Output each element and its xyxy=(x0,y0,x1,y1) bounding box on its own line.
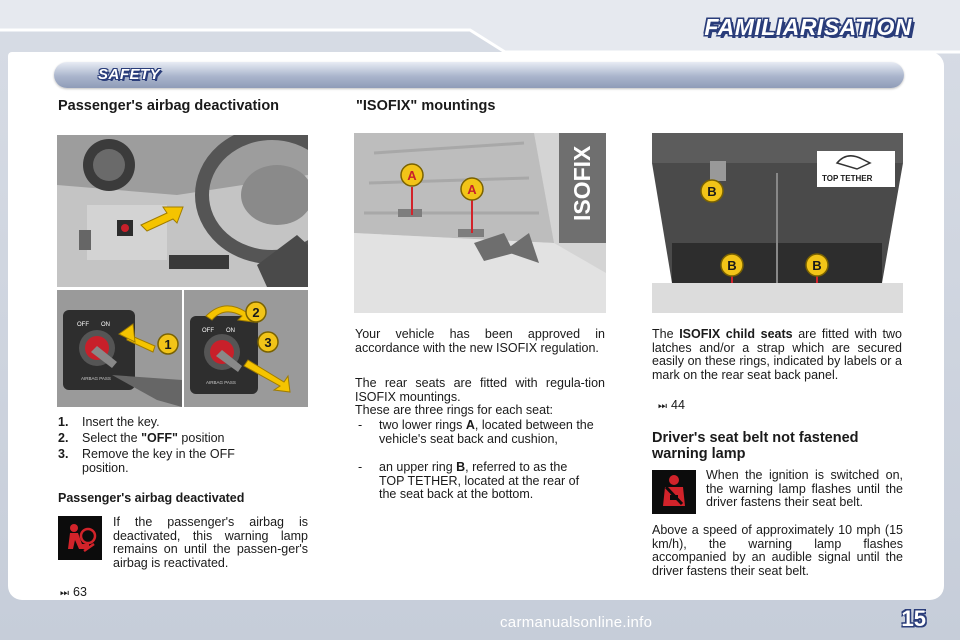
section-title: SAFETY xyxy=(98,66,161,83)
callout-a-1: A xyxy=(407,168,417,183)
step-number: 1. xyxy=(58,415,69,429)
switch-off-label-2: OFF xyxy=(202,328,214,334)
chapter-title: FAMILIARISATION xyxy=(704,14,912,40)
switch-on-label-2: ON xyxy=(226,328,235,334)
bullet-text: , located between the vehicle's seat back and cushion, xyxy=(379,418,594,446)
dashboard-photo xyxy=(57,135,308,287)
airbag-deactivated-heading: Passenger's airbag deactivated xyxy=(58,491,245,505)
isofix-seat-photo xyxy=(354,133,606,313)
airbag-step-1 xyxy=(58,416,288,430)
switch-photo-step1 xyxy=(57,290,182,407)
reference-page: 44 xyxy=(671,398,685,412)
step-number: 3. xyxy=(58,447,69,461)
bullet-text: , referred to as the TOP TETHER, located at the rear of the seat back at the bottom. xyxy=(379,460,580,501)
isofix-child-seats-text xyxy=(652,328,902,382)
isofix-photo-label: ISOFIX xyxy=(569,145,595,221)
airbag-step-3 xyxy=(58,448,288,475)
top-tether-label: TOP TETHER xyxy=(822,174,873,183)
step-text: Select the xyxy=(82,431,142,445)
seatbelt-para-1: When the ignition is switched on, the warning lamp flashes until the driver fastens their seat belt. xyxy=(706,468,903,509)
isofix-bullet-1 xyxy=(355,419,605,446)
airbag-deactivated-text: If the passenger's airbag is deactivated, this warning lamp remains on until the passen-ger's airbag is reactivated. xyxy=(113,515,308,570)
airbag-heading: Passenger's airbag deactivation xyxy=(58,98,280,114)
seatbelt-heading: Driver's seat belt not fastened warning lamp xyxy=(652,430,859,462)
isofix-heading: "ISOFIX" mountings xyxy=(356,98,496,114)
callout-2: 2 xyxy=(252,305,260,320)
airbag-warning-lamp-icon xyxy=(58,516,102,560)
reference-arrow-icon: ⏭ xyxy=(60,588,69,599)
isofix-bullet-2 xyxy=(355,461,605,502)
page-number: 15 xyxy=(901,606,926,631)
callout-b-1: B xyxy=(707,184,717,199)
bullet-dash: - xyxy=(358,418,363,432)
callout-1: 1 xyxy=(164,337,172,352)
callout-a-2: A xyxy=(467,182,477,197)
step-text-bold: "OFF" xyxy=(141,431,178,445)
watermark: carmanualsonline.info xyxy=(500,614,653,631)
isofix-para-3: These are three rings for each seat: xyxy=(355,403,554,417)
airbag-step-2 xyxy=(58,432,288,446)
text-part: The xyxy=(652,327,680,341)
isofix-para-1: Your vehicle has been approved in accordance with the new ISOFIX regulation. xyxy=(355,327,605,355)
bullet-text-bold: A xyxy=(465,418,475,432)
isofix-page-reference[interactable] xyxy=(658,398,685,412)
switch-photo-step23 xyxy=(184,290,308,407)
reference-arrow-icon: ⏭ xyxy=(658,401,667,412)
text-part: are fitted with two latches and/or a strap which are secured easily on these rings, indicated by labels or a mark on the rear seat back panel. xyxy=(652,327,902,382)
bullet-text: two lower rings xyxy=(379,418,466,432)
callout-b-2: B xyxy=(727,258,737,273)
callout-3: 3 xyxy=(264,335,272,350)
bullet-text: an upper ring xyxy=(379,460,457,474)
top-tether-boot-photo xyxy=(652,133,903,313)
section-bar xyxy=(54,62,904,88)
step-text: Insert the key. xyxy=(82,415,160,429)
switch-caption-2: AIRBAG PASS xyxy=(206,380,236,385)
step-text: Remove the key in the OFF position. xyxy=(82,447,235,475)
bullet-text-bold: B xyxy=(456,460,466,474)
switch-caption-1: AIRBAG PASS xyxy=(81,376,111,381)
bullet-dash: - xyxy=(358,460,363,474)
reference-page: 63 xyxy=(73,585,87,599)
switch-on-label-1: ON xyxy=(101,322,110,328)
seatbelt-warning-lamp-icon xyxy=(652,470,696,514)
step-text: position xyxy=(177,431,225,445)
isofix-para-2: The rear seats are fitted with regula-tion ISOFIX mountings. xyxy=(355,376,605,404)
airbag-page-reference[interactable] xyxy=(60,585,87,599)
step-number: 2. xyxy=(58,431,69,445)
text-part-bold: ISOFIX child seats xyxy=(679,327,793,341)
switch-off-label-1: OFF xyxy=(77,322,89,328)
callout-b-3: B xyxy=(812,258,822,273)
seatbelt-para-2: Above a speed of approximately 10 mph (15 km/h), the warning lamp flashes accompanied by an audible signal until the driver fastens their seat belt. xyxy=(652,523,903,578)
